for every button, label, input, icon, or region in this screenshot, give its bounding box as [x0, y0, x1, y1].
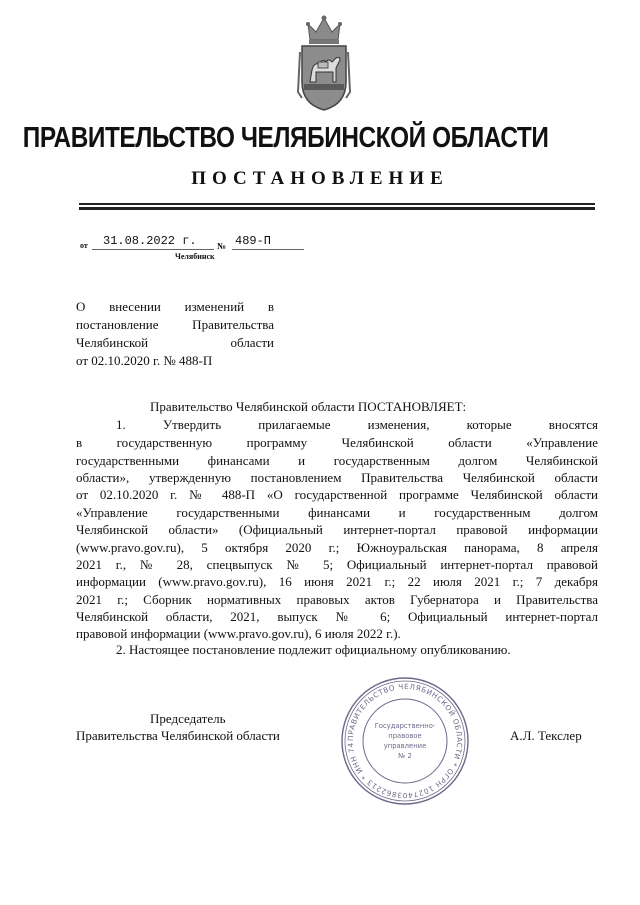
paragraph-line: 1. Утвердить прилагаемые изменения, которые вносятся	[116, 417, 598, 432]
document-number: 489-П	[235, 234, 272, 248]
organization-title: ПРАВИТЕЛЬСТВО ЧЕЛЯБИНСКОЙ ОБЛАСТИ	[22, 122, 549, 154]
date-prefix-label: от	[80, 241, 88, 250]
paragraph-line: Челябинской области» (Официальный интернет-портал правовой информации	[76, 522, 598, 537]
document-date: 31.08.2022 г.	[103, 234, 197, 248]
header-rule-thick	[79, 207, 595, 210]
paragraph-line: области», утвержденную постановлением Правительства Челябинской области	[76, 470, 598, 485]
round-seal-stamp-icon	[340, 676, 470, 806]
stamp-inner-line: Государственно-	[374, 722, 436, 730]
number-underline	[232, 249, 304, 250]
subject-line: от 02.10.2020 г. № 488-П	[76, 353, 213, 368]
paragraph-line: правовой информации (www.pravo.gov.ru), 6 июля 2022 г.).	[76, 626, 401, 641]
stamp-outer-text: ПРАВИТЕЛЬСТВО ЧЕЛЯБИНСКОЙ ОБЛАСТИ * ОГРН 1027403862213 * ИНН 74	[345, 681, 465, 801]
paragraph-line: 2021 г.; Сборник нормативных правовых актов Губернатора и Правительства	[76, 592, 598, 607]
subject-line: постановление Правительства	[76, 317, 274, 332]
paragraph-line: Челябинской области, 2021, выпуск № 6; Официальный интернет-портал	[76, 609, 598, 624]
paragraph-line: в государственную программу Челябинской области «Управление	[76, 435, 598, 450]
subject-line: Челябинской области	[76, 335, 274, 350]
document-type: ПОСТАНОВЛЕНИЕ	[191, 168, 449, 189]
chelyabinsk-coat-of-arms-icon	[296, 12, 352, 112]
paragraph-line: информации (www.pravo.gov.ru), 16 июня 2021 г.; 22 июля 2021 г.; 7 декабря	[76, 574, 598, 589]
paragraph-line: государственными финансами и государственным долгом Челябинской	[76, 453, 598, 468]
paragraph-line: «Управление государственными финансами и государственным долгом	[76, 505, 598, 520]
signatory-title: Председатель	[150, 711, 226, 726]
paragraph-line: 2021 г., № 28, спецвыпуск № 5; Официальный интернет-портал правовой	[76, 557, 598, 572]
preamble: Правительство Челябинской области ПОСТАНОВЛЯЕТ:	[150, 399, 467, 414]
paragraph-point-2: 2. Настоящее постановление подлежит официальному опубликованию.	[116, 642, 511, 657]
paragraph-line: от 02.10.2020 г. № 488-П «О государственной программе Челябинской области	[76, 487, 598, 502]
number-prefix-label: №	[217, 241, 227, 251]
header-rule-thin	[79, 203, 595, 205]
signatory-name: А.Л. Текслер	[510, 728, 582, 743]
stamp-inner-line: № 2	[398, 752, 412, 760]
city-label: Челябинск	[175, 252, 215, 261]
paragraph-line: (www.pravo.gov.ru), 5 октября 2020 г.; Южноуральская панорама, 8 апреля	[76, 540, 598, 555]
stamp-inner-line: правовое	[388, 732, 422, 740]
signatory-organization: Правительства Челябинской области	[76, 728, 280, 743]
subject-line: О внесении изменений в	[76, 299, 274, 314]
date-underline	[92, 249, 214, 250]
stamp-inner-line: управление	[383, 742, 427, 750]
